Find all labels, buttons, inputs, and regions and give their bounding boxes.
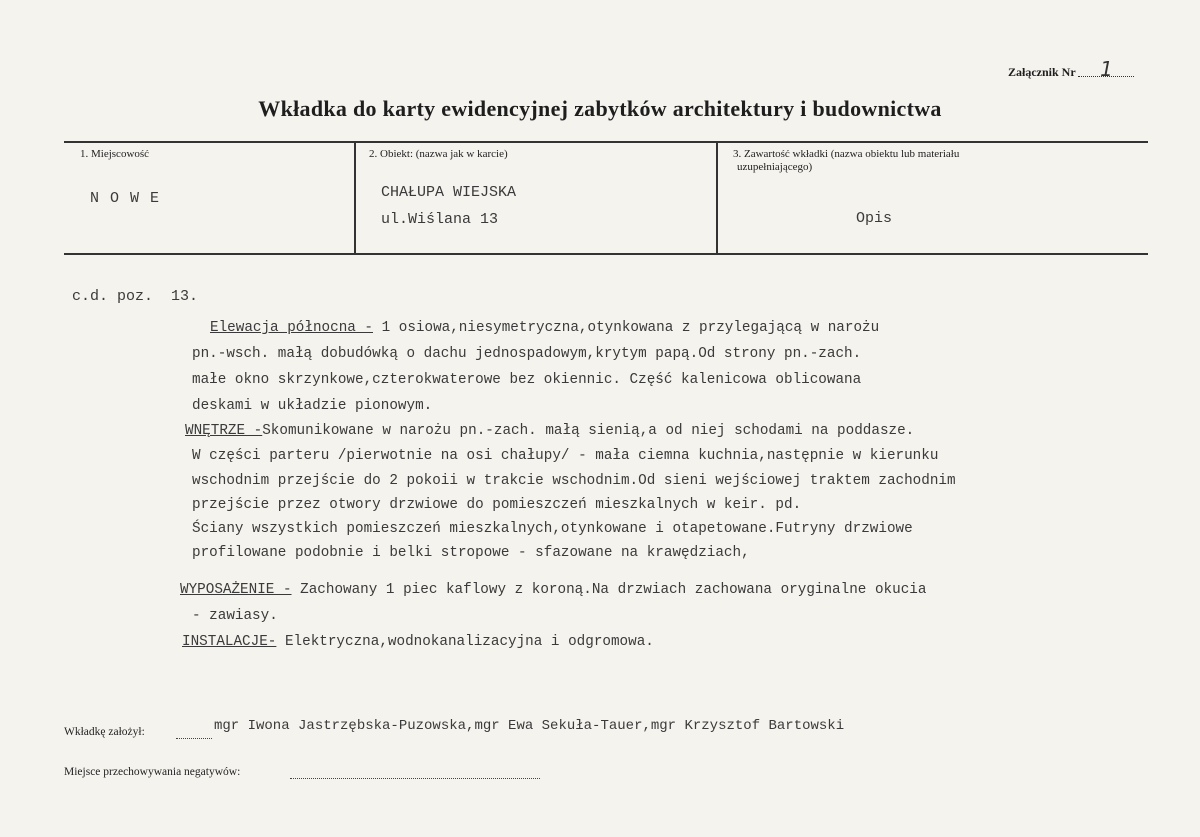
object-name: CHAŁUPA WIEJSKA <box>381 184 517 201</box>
text-line-11-content: Zachowany 1 piec kaflowy z koroną.Na drzwiach zachowana oryginalne okucia <box>291 582 927 598</box>
text-line-1-content: 1 osiowa,niesymetryczna,otynkowana z przylegającą w narożu <box>373 320 880 336</box>
text-line-13-content: Elektryczna,wodnokanalizacyjna i odgromowa. <box>276 634 654 650</box>
attachment-label: Załącznik Nr <box>1008 65 1076 79</box>
text-line-8: przejście przez otwory drzwiowe do pomieszczeń mieszkalnych w keir. pd. <box>192 497 802 513</box>
text-line-7: wschodnim przejście do 2 pokoii w trakcie wschodnim.Od sieni wejściowej traktem zachodnim <box>192 473 956 489</box>
content-value: Opis <box>856 210 893 227</box>
text-line-10: profilowane podobnie i belki stropowe - sfazowane na krawędziach, <box>192 545 750 561</box>
section-heading-interior: WNĘTRZE - <box>185 423 263 439</box>
content-label-line1: 3. Zawartość wkładki (nazwa obiektu lub materiału <box>733 148 960 160</box>
content-label-line2: uzupełniającego) <box>737 161 813 173</box>
object-address: ul.Wiślana 13 <box>381 211 499 228</box>
section-heading-equipment: WYPOSAŻENIE - <box>180 582 292 598</box>
text-line-12: - zawiasy. <box>192 608 278 624</box>
section-heading-installations: INSTALACJE- <box>182 634 277 650</box>
header-top-rule <box>64 141 1148 143</box>
author-dotted-line <box>176 738 212 739</box>
text-line-9: Ściany wszystkich pomieszczeń mieszkalnych,otynkowane i otapetowane.Futryny drzwiowe <box>192 521 913 537</box>
locality-value: N O W E <box>90 190 161 207</box>
text-line-11 <box>180 582 926 598</box>
section-heading-elevation: Elewacja północna - <box>210 320 374 336</box>
text-line-6: W części parteru /pierwotnie na osi chałupy/ - mała ciemna kuchnia,następnie w kierunku <box>192 448 939 464</box>
author-label: Wkładkę założył: <box>64 726 145 738</box>
negatives-dotted-line <box>290 778 540 779</box>
text-line-5 <box>185 423 914 439</box>
content-label <box>733 148 959 174</box>
locality-label: 1. Miejscowość <box>80 148 150 160</box>
text-line-13 <box>182 634 654 650</box>
author-value: mgr Iwona Jastrzębska-Puzowska,mgr Ewa Sekuła-Tauer,mgr Krzysztof Bartowski <box>214 718 845 734</box>
text-line-1 <box>210 320 879 336</box>
object-label: 2. Obiekt: (nazwa jak w karcie) <box>369 148 508 160</box>
text-line-2: pn.-wsch. małą dobudówką o dachu jednospadowym,krytym papą.Od strony pn.-zach. <box>192 346 862 362</box>
attachment-value: 1 <box>1078 62 1134 77</box>
header-divider-1 <box>354 143 356 253</box>
text-line-5-content: Skomunikowane w narożu pn.-zach. małą sienią,a od niej schodami na poddasze. <box>262 423 915 439</box>
header-bottom-rule <box>64 253 1148 255</box>
negatives-label: Miejsce przechowywania negatywów: <box>64 766 241 778</box>
attachment-number <box>1008 57 1134 81</box>
position-reference: c.d. poz. 13. <box>72 288 199 305</box>
text-line-3: małe okno skrzynkowe,czterokwaterowe bez okiennic. Część kalenicowa oblicowana <box>192 372 862 388</box>
text-line-4: deskami w układzie pionowym. <box>192 398 433 414</box>
header-divider-2 <box>716 143 718 253</box>
page-title: Wkładka do karty ewidencyjnej zabytków architektury i budownictwa <box>258 96 942 121</box>
